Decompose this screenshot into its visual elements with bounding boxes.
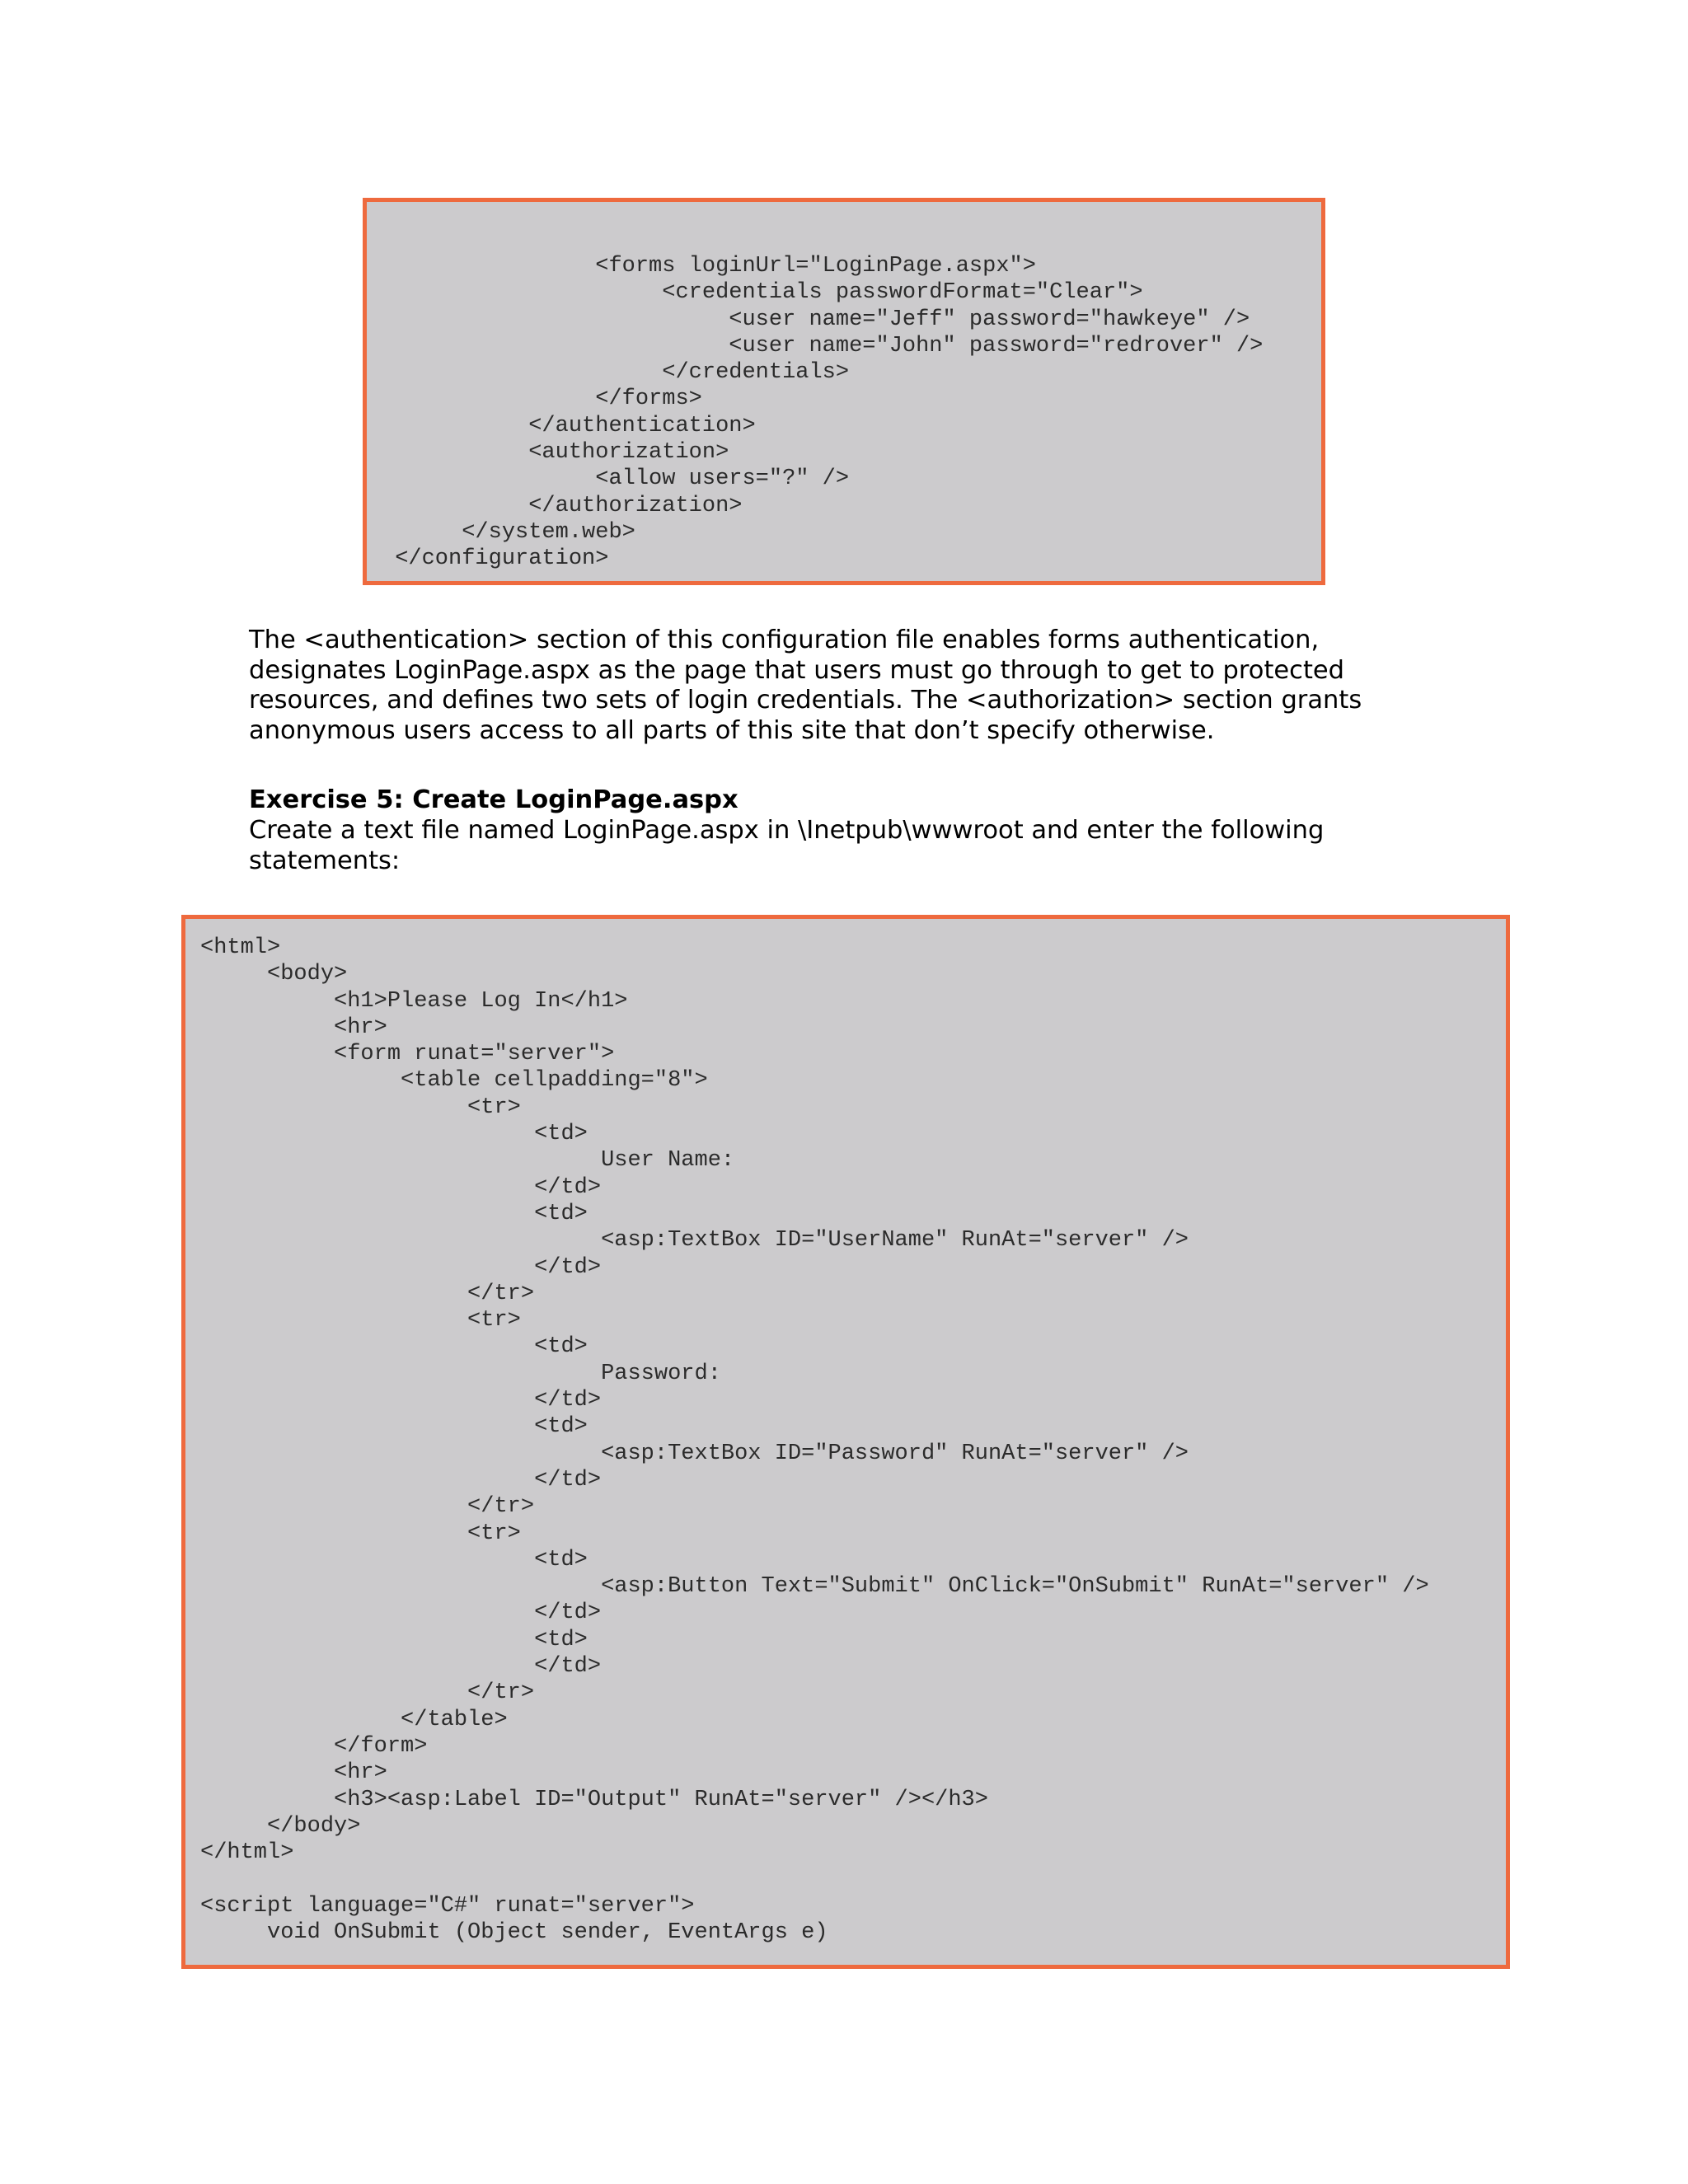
- code-block-login-page: [181, 915, 1510, 1969]
- exercise-heading: Exercise 5: Create LoginPage.aspx: [249, 785, 738, 814]
- code-block-web-config: [363, 198, 1325, 585]
- explanation-paragraph: The <authentication> section of this configuration file enables forms authentication, designates LoginPage.aspx as the page that users must go through to get to protected resources, and defines two sets of login credentials. The <authorization> section grants anonymous users access to all parts of this site that don’t specify otherwise.: [249, 626, 1362, 746]
- code-text: <forms loginUrl="LoginPage.aspx"> <credentials passwordFormat="Clear"> <user name="Jeff" password="hawkeye" /> <user name="John" password="redrover" /> </credentials> </forms> </authentication> <authorization> <allow users="?" /> </authorization> </system.web> </configuration>: [395, 254, 1264, 572]
- code-text: <html> <body> <h1>Please Log In</h1> <hr> <form runat="server"> <table cellpadding="8"> <tr> <td> User Name: </td> <td> <asp:TextBox ID="UserName" RunAt="server" /> </td> </tr> <tr> <td> Password: </td> <td> <asp:TextBox ID="Password" RunAt="server" /> </td> </tr> <tr> <td> <asp:Button Text="Submit" OnClick="OnSubmit" RunAt="server" /> </td> <td> </td> </tr> </table> </form> <hr> <h3><asp:Label ID="Output" RunAt="server" /></h3> </body> </html> <script language="C#" runat="server"> void OnSubmit (Object sender, EventArgs e): [200, 935, 1429, 1945]
- exercise-instructions: Create a text file named LoginPage.aspx in \Inetpub\wwwroot and enter the following statements:: [249, 816, 1325, 875]
